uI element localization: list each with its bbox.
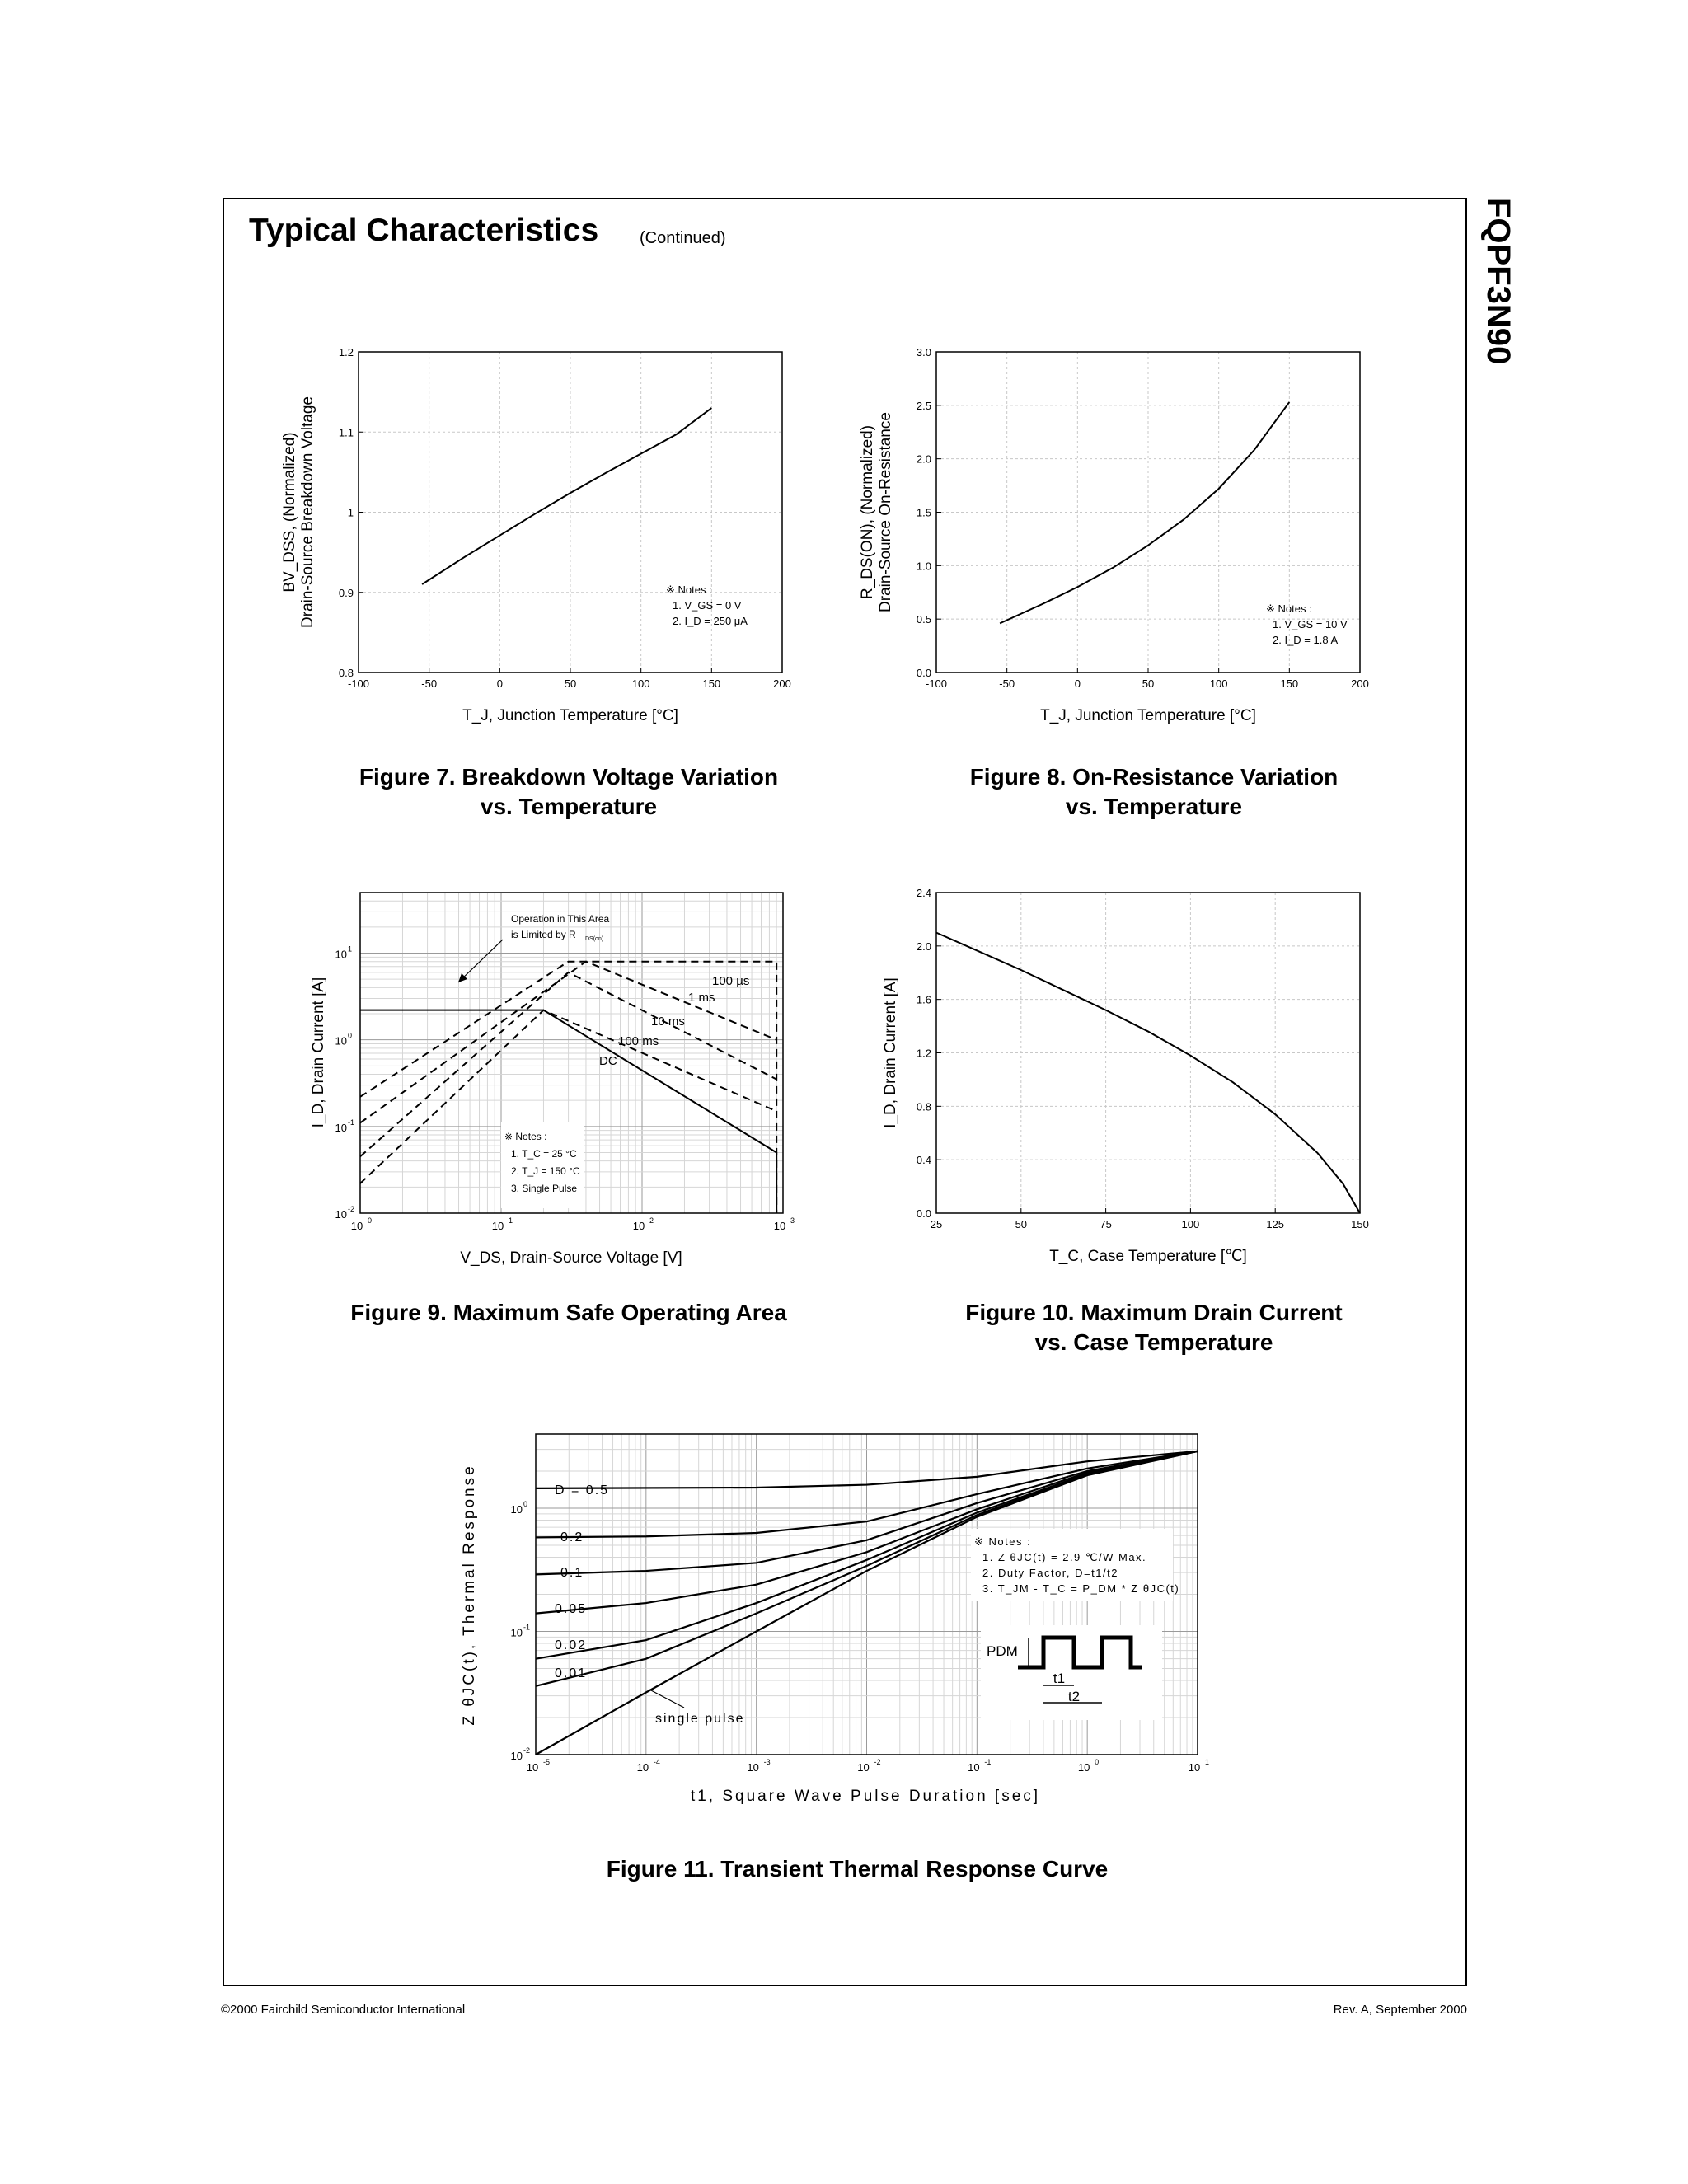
fig10-tick-label-x: 100 bbox=[1181, 1218, 1200, 1230]
fig9-note: 3. Single Pulse bbox=[511, 1183, 578, 1194]
fig11-note: 2. Duty Factor, D=t1/t2 bbox=[982, 1567, 1118, 1579]
fig9-tick-exp-y: 1 bbox=[348, 944, 353, 954]
fig9-series-label: 100 µs bbox=[712, 974, 750, 988]
fig10-caption-line2: vs. Case Temperature bbox=[1034, 1329, 1273, 1355]
fig11-series-label: 0.1 bbox=[560, 1566, 584, 1580]
fig7-tick-label-y: 0.8 bbox=[338, 667, 354, 679]
fig7-tick-label-x: 200 bbox=[773, 677, 791, 690]
fig11-series-label: 0.05 bbox=[555, 1602, 588, 1616]
fig9-tick-exp-x: 3 bbox=[790, 1216, 795, 1225]
fig10-caption-line1: Figure 10. Maximum Drain Current bbox=[965, 1300, 1343, 1325]
fig8-caption-line2: vs. Temperature bbox=[1065, 794, 1243, 819]
fig11-t1-label: t1 bbox=[1053, 1671, 1066, 1686]
fig9-annotation-sub: DS(on) bbox=[585, 936, 604, 942]
fig11-t2-label: t2 bbox=[1067, 1689, 1081, 1704]
fig8-tick-label-y: 3.0 bbox=[916, 346, 931, 359]
fig10-tick-label-x: 150 bbox=[1351, 1218, 1369, 1230]
fig11-tick-label-x: 10 bbox=[857, 1761, 870, 1774]
fig11-tick-exp-y: -1 bbox=[523, 1623, 531, 1632]
fig9-annotation-line2: is Limited by R bbox=[511, 929, 576, 940]
fig9-tick-label-x: 10 bbox=[350, 1220, 363, 1232]
fig7-note: ※ Notes : bbox=[666, 583, 712, 596]
fig11-note: ※ Notes : bbox=[974, 1535, 1032, 1548]
fig9-series-label: 100 ms bbox=[618, 1034, 659, 1048]
fig7-tick-label-x: 0 bbox=[496, 677, 503, 690]
fig8-note: 1. V_GS = 10 V bbox=[1273, 618, 1348, 630]
fig11-tick-exp-y: -2 bbox=[523, 1746, 531, 1755]
page-subtitle: (Continued) bbox=[640, 229, 726, 247]
fig8-tick-label-x: 200 bbox=[1351, 677, 1369, 690]
fig8-note: 2. I_D = 1.8 A bbox=[1273, 634, 1339, 646]
fig9-tick-exp-x: 1 bbox=[509, 1216, 513, 1225]
fig9-note: 2. T_J = 150 °C bbox=[511, 1165, 580, 1177]
footer-copyright: ©2000 Fairchild Semiconductor International bbox=[221, 2003, 466, 2017]
fig8-tick-label-y: 1.0 bbox=[916, 560, 931, 573]
fig11-tick-label-x: 10 bbox=[747, 1761, 759, 1774]
fig10-tick-label-x: 125 bbox=[1266, 1218, 1285, 1230]
fig9-tick-exp-y: 0 bbox=[348, 1031, 353, 1040]
fig7-caption bbox=[313, 762, 824, 822]
fig7-caption-line1: Figure 7. Breakdown Voltage Variation bbox=[359, 764, 779, 790]
fig7-tick-label-x: 100 bbox=[631, 677, 650, 690]
fig7-chart bbox=[281, 346, 791, 724]
fig9-series-label: 1 ms bbox=[688, 991, 715, 1005]
fig7-tick-label-y: 1.2 bbox=[338, 346, 354, 359]
fig9-tick-exp-x: 2 bbox=[649, 1216, 654, 1225]
fig11-tick-exp-x: -2 bbox=[874, 1758, 881, 1766]
fig11-tick-exp-x: -5 bbox=[543, 1758, 551, 1766]
footer-revision: Rev. A, September 2000 bbox=[1333, 2003, 1467, 2017]
fig11-caption-line1: Figure 11. Transient Thermal Response Curve bbox=[606, 1856, 1109, 1882]
fig8-series-line bbox=[1000, 402, 1289, 623]
fig8-tick-label-x: 0 bbox=[1074, 677, 1081, 690]
fig10-tick-label-y: 0.4 bbox=[916, 1154, 931, 1167]
fig7-tick-label-x: -100 bbox=[347, 677, 370, 690]
fig10-tick-label-y: 1.2 bbox=[916, 1047, 931, 1060]
fig7-tick-label-y: 1.1 bbox=[338, 426, 354, 439]
fig11-tick-exp-x: 0 bbox=[1095, 1758, 1100, 1766]
fig9-tick-label-y: 10 bbox=[335, 1121, 347, 1134]
fig9-tick-exp-x: 0 bbox=[368, 1216, 373, 1225]
fig7-tick-label-x: 150 bbox=[702, 677, 721, 690]
fig10-ylabel: I_D, Drain Current [A] bbox=[882, 977, 899, 1128]
fig8-note: ※ Notes : bbox=[1266, 602, 1312, 615]
fig9-tick-label-y: 10 bbox=[335, 1208, 347, 1221]
fig8-tick-label-y: 0.0 bbox=[916, 667, 931, 679]
fig10-chart bbox=[882, 887, 1369, 1265]
fig9-tick-exp-y: -1 bbox=[348, 1118, 355, 1127]
fig7-series-line bbox=[422, 408, 711, 584]
fig11-chart bbox=[461, 1434, 1209, 1805]
fig10-tick-label-y: 1.6 bbox=[916, 993, 931, 1006]
fig8-tick-label-x: 100 bbox=[1209, 677, 1228, 690]
fig8-ylabel-line1: R_DS(ON), (Normalized) bbox=[859, 424, 876, 600]
part-number: FQPF3N90 bbox=[1480, 198, 1517, 365]
fig7-tick-label-x: 50 bbox=[564, 677, 577, 690]
fig10-tick-label-y: 0.8 bbox=[916, 1100, 931, 1113]
fig11-series-label: 0.02 bbox=[555, 1638, 588, 1652]
fig7-ylabel-line1: BV_DSS, (Normalized) bbox=[281, 432, 298, 593]
fig9-annotation-arrow bbox=[458, 940, 503, 982]
fig8-caption-line1: Figure 8. On-Resistance Variation bbox=[969, 764, 1339, 790]
fig9-xlabel: V_DS, Drain-Source Voltage [V] bbox=[460, 1249, 682, 1267]
fig11-tick-label-x: 10 bbox=[1188, 1761, 1201, 1774]
fig10-tick-label-x: 50 bbox=[1015, 1218, 1028, 1230]
fig11-note: 1. Z θJC(t) = 2.9 ℃/W Max. bbox=[982, 1551, 1147, 1563]
fig11-tick-label-x: 10 bbox=[636, 1761, 649, 1774]
fig10-tick-label-y: 2.0 bbox=[916, 940, 931, 953]
fig11-pdm-label: PDM bbox=[987, 1643, 1018, 1659]
fig7-tick-label-x: -50 bbox=[421, 677, 438, 690]
fig9-tick-label-y: 10 bbox=[335, 1034, 347, 1047]
fig11-tick-label-y: 10 bbox=[510, 1626, 523, 1639]
fig8-tick-label-y: 2.0 bbox=[916, 452, 931, 466]
fig7-tick-label-y: 1 bbox=[347, 506, 354, 519]
fig8-tick-label-y: 2.5 bbox=[916, 399, 931, 412]
fig9-tick-label-x: 10 bbox=[773, 1220, 786, 1232]
page-title: Typical Characteristics bbox=[249, 213, 599, 248]
fig8-tick-label-y: 1.5 bbox=[916, 506, 931, 519]
fig8-tick-label-x: 50 bbox=[1142, 677, 1155, 690]
fig11-tick-label-x: 10 bbox=[968, 1761, 980, 1774]
fig11-tick-exp-x: -4 bbox=[653, 1758, 660, 1766]
fig8-chart bbox=[859, 346, 1369, 724]
fig9-ylabel: I_D, Drain Current [A] bbox=[310, 977, 327, 1128]
fig7-tick-label-y: 0.9 bbox=[338, 586, 354, 599]
fig10-caption bbox=[898, 1298, 1409, 1357]
fig11-series-label: 0.2 bbox=[560, 1530, 584, 1544]
fig7-ylabel-line2: Drain-Source Breakdown Voltage bbox=[299, 396, 316, 628]
fig11-series-label-single: single pulse bbox=[655, 1712, 745, 1726]
fig11-tick-label-x: 10 bbox=[526, 1761, 539, 1774]
fig9-tick-label-x: 10 bbox=[491, 1220, 504, 1232]
fig10-tick-label-x: 25 bbox=[930, 1218, 943, 1230]
fig8-tick-label-x: -100 bbox=[925, 677, 948, 690]
fig11-tick-exp-x: 1 bbox=[1205, 1758, 1210, 1766]
fig10-tick-label-y: 0.0 bbox=[916, 1207, 931, 1220]
fig9-annotation-line1: Operation in This Area bbox=[511, 913, 610, 925]
fig7-xlabel: T_J, Junction Temperature [°C] bbox=[462, 707, 678, 724]
fig9-series-label: 10 ms bbox=[651, 1015, 685, 1029]
fig11-series-label: 0.01 bbox=[555, 1666, 588, 1680]
fig10-tick-label-x: 75 bbox=[1100, 1218, 1112, 1230]
fig7-note: 1. V_GS = 0 V bbox=[673, 599, 742, 612]
fig11-caption bbox=[528, 1854, 1187, 1884]
fig9-caption bbox=[313, 1298, 824, 1328]
fig10-tick-label-y: 2.4 bbox=[916, 887, 931, 899]
fig10-series-line bbox=[936, 933, 1360, 1213]
fig7-note: 2. I_D = 250 μA bbox=[673, 615, 748, 627]
fig9-chart bbox=[310, 893, 795, 1267]
fig11-tick-label-x: 10 bbox=[1077, 1761, 1090, 1774]
fig8-ylabel-line2: Drain-Source On-Resistance bbox=[877, 412, 894, 612]
fig8-caption bbox=[898, 762, 1409, 822]
fig11-xlabel: t1, Square Wave Pulse Duration [sec] bbox=[690, 1788, 1041, 1805]
fig10-xlabel: T_C, Case Temperature [℃] bbox=[1049, 1248, 1247, 1265]
fig9-tick-exp-y: -2 bbox=[348, 1205, 355, 1213]
fig8-xlabel: T_J, Junction Temperature [°C] bbox=[1040, 707, 1256, 724]
fig11-note: 3. T_JM - T_C = P_DM * Z θJC(t) bbox=[982, 1582, 1180, 1595]
fig10-plot-frame bbox=[936, 893, 1360, 1213]
fig7-caption-line2: vs. Temperature bbox=[480, 794, 658, 819]
fig9-note: 1. T_C = 25 °C bbox=[511, 1148, 577, 1160]
fig11-tick-exp-x: -3 bbox=[763, 1758, 771, 1766]
fig11-tick-label-y: 10 bbox=[510, 1750, 523, 1762]
fig11-tick-exp-x: -1 bbox=[984, 1758, 992, 1766]
fig11-tick-exp-y: 0 bbox=[523, 1500, 528, 1509]
fig8-tick-label-x: 150 bbox=[1280, 677, 1299, 690]
fig11-tick-label-y: 10 bbox=[510, 1503, 523, 1516]
fig11-series-label: D = 0.5 bbox=[555, 1483, 610, 1497]
fig9-caption-line1: Figure 9. Maximum Safe Operating Area bbox=[350, 1300, 787, 1325]
fig8-tick-label-y: 0.5 bbox=[916, 613, 931, 626]
fig9-tick-label-x: 10 bbox=[632, 1220, 645, 1232]
fig11-ylabel: Z θJC(t), Thermal Response bbox=[461, 1464, 478, 1726]
fig9-series-label: DC bbox=[599, 1054, 617, 1068]
fig9-note: ※ Notes : bbox=[504, 1131, 547, 1142]
fig9-tick-label-y: 10 bbox=[335, 948, 347, 961]
fig8-tick-label-x: -50 bbox=[999, 677, 1015, 690]
